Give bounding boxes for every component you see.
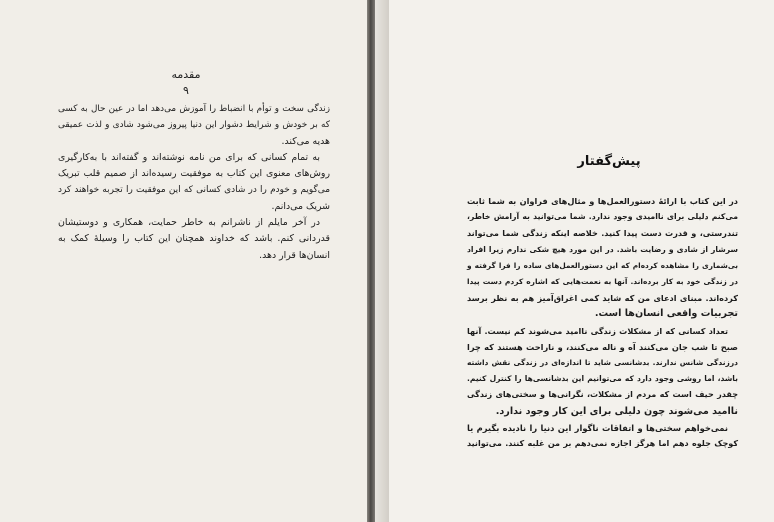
text-line: روش‌های معنوی این کتاب به موفقیت رسیده‌اند از صمیم قلب تبریک xyxy=(58,168,330,180)
text-line: به تمام کسانی که برای من نامه نوشته‌اند و گفته‌اند با به‌کارگیری xyxy=(58,151,320,163)
text-line: باشد، اما روشی وجود دارد که می‌توانیم این بدشانسی‌ها را کنترل کنیم. xyxy=(467,374,738,384)
text-line: می‌گویم و خودم را در شادی کسانی که این موفقیت را تجربه خواهند کرد xyxy=(58,185,330,196)
text-line: هدیه می‌کند. xyxy=(281,135,330,147)
text-line: که بر خودش و شرایط دشوار این دنیا پیروز می‌شود شادی و لذت عمیقی xyxy=(58,120,330,131)
page-gutter xyxy=(375,0,389,522)
text-line: صبح تا شب جان می‌کنند آه و ناله می‌کنند، و ناراحت هستند که چرا xyxy=(467,341,738,352)
right-page-body-text xyxy=(467,193,738,452)
text-line: کرده‌اند. مبنای ادعای من که شاید کمی اغراق‌آمیز هم به نظر برسد xyxy=(467,293,738,304)
text-line: انسان‌ها قرار دهد. xyxy=(259,249,330,261)
text-line: کوچک جلوه دهم اما هرگز اجازه نمی‌دهم بر من غلبه کنند. می‌توانید xyxy=(467,439,738,449)
text-line: شریک می‌دانم. xyxy=(271,200,330,212)
text-line: سرشار از شادی و رضایت باشد. در این مورد هیچ شکی ندارم زیرا افراد xyxy=(467,244,738,254)
text-line: در آخر مایلم از ناشرانم به خاطر حمایت، همکاری و دوستیشان xyxy=(58,217,320,229)
text-line: نمی‌خواهم سختی‌ها و اتفاقات ناگوار این دنیا را نادیده بگیرم یا xyxy=(467,422,728,433)
page-number: ۹ xyxy=(183,84,189,97)
text-line: در این کتاب با ارائهٔ دستورالعمل‌ها و مثال‌های فراوان به شما ثابت xyxy=(467,196,738,206)
text-line: می‌کنم دلیلی برای ناامیدی وجود ندارد. شما می‌توانید به آرامش خاطر، xyxy=(467,212,738,222)
text-line: درزندگی شانس ندارند. بدشانسی شاید تا اندازه‌ای در زندگی نقش داشته xyxy=(467,358,738,368)
text-line: در زندگی خود به کار برده‌اند. آنها به نعمت‌هایی که اشاره کردم دست پیدا xyxy=(467,277,738,287)
text-line: ناامید می‌شوند چون دلیلی برای این کار وجود ندارد. xyxy=(495,405,738,417)
text-line: تجربیات واقعی انسان‌ها است. xyxy=(594,308,738,320)
text-line: زندگی سخت و توأم با انضباط را آموزش می‌دهد اما در عین حال به کسی xyxy=(58,104,330,114)
text-line: قدردانی کنم. باشد که خداوند همچنان این کتاب را وسیلهٔ کمک به xyxy=(58,233,330,245)
text-line: چقدر حیف است که مردم از مشکلات، نگرانی‌ها و سختی‌های زندگی xyxy=(467,390,738,400)
text-line: تعداد کسانی که از مشکلات زندگی ناامید می‌شوند کم نیست. آنها xyxy=(467,325,728,336)
text-line: بی‌شماری را مشاهده کرده‌ام که این دستورالعمل‌های ساده را فرا گرفته و xyxy=(467,260,738,270)
left-page-body-text xyxy=(58,101,330,264)
chapter-title: پیش‌گفتار xyxy=(577,154,641,169)
text-line: تندرستی، و قدرت دست پیدا کنید. خلاصه اینکه زندگی شما می‌تواند xyxy=(467,228,738,239)
running-header: مقدمه xyxy=(171,68,201,81)
book-spine-shadow xyxy=(367,0,375,522)
